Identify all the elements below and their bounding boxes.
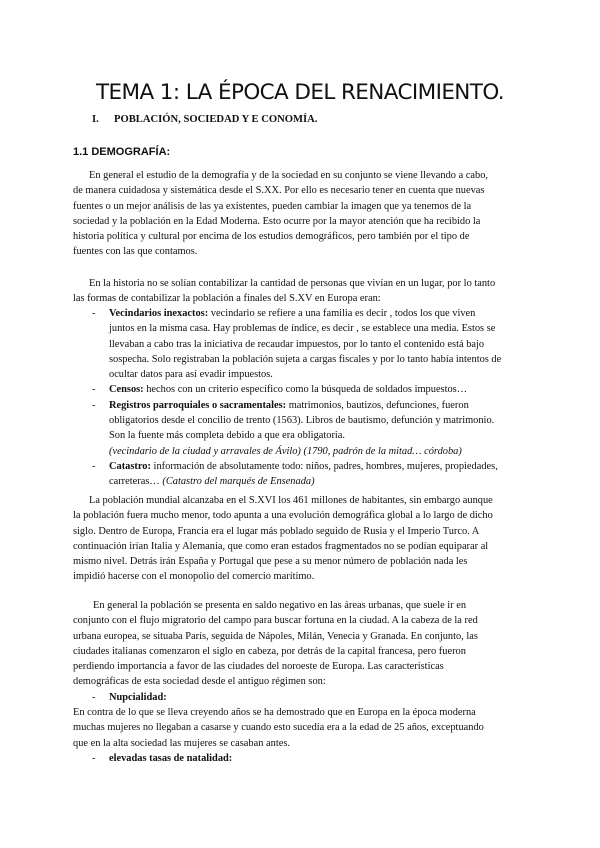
list-dash: - (92, 384, 96, 396)
item-label: Vecindarios inexactos: (109, 308, 209, 319)
text-line: fuentes o un mejor análisis de las ya existentes, pueden cambiar la imagen que ya tenemos de la (73, 200, 472, 212)
item-text: hechos con un criterio específico como la búsqueda de soldados impuestos… (143, 384, 468, 396)
text-line: muchas mujeres no llegaban a casarse y cuando esto sucedía era a la edad de 25 años, exceptuando (73, 722, 484, 734)
list-item (92, 690, 532, 705)
text-line: juntos en la misma casa. Hay problemas de índice, es decir , se establece una media. Estos se (109, 323, 496, 335)
text-line: siglo. Dentro de Europa, Francia era el lugar más poblado seguido de Rusia y el Imperio Turco. A (73, 525, 480, 537)
demography-list-continued (92, 751, 532, 766)
text-line: fuentes con las que contamos. (73, 246, 198, 258)
item-label: Censos: (109, 384, 144, 396)
text-line: En la historia no se solían contabilizar la cantidad de personas que vivían en un lugar, por lo tanto (89, 278, 496, 289)
text-line: demográficas de esta sociedad desde el antiguo régimen son: (73, 676, 326, 688)
text-line: La población mundial alcanzaba en el S.XVI los 461 millones de habitantes, sin embargo aunque (89, 495, 493, 506)
text-line: que en la alta sociedad las mujeres se casaban antes. (73, 737, 290, 749)
section-heading-text: POBLACIÓN, SOCIEDAD Y E CONOMÍA. (114, 114, 318, 125)
page-title: TEMA 1: LA ÉPOCA DEL RENACIMIENTO. (95, 80, 505, 105)
item-text: carreteras… (109, 476, 160, 488)
text-line: llevaban a cabo tras la iniciativa de recaudar impuestos, por lo tanto el contenido está bajo (109, 338, 485, 350)
text-line: Son la fuente más completa debido a que era obligatoria. (109, 430, 346, 442)
text-line: En general el estudio de la demografía y de la sociedad en su conjunto se viene llevando a cabo, (89, 170, 489, 181)
list-dash: - (92, 399, 96, 411)
paragraph-2 (73, 276, 531, 307)
text-line: urbana europea, se situaba París, seguida de Nápoles, Milán, Venecia y Granada. En conjunto, las (73, 630, 478, 642)
text-line: de manera cuidadosa y sistemática desde el S.XX. Por ello es necesario tener en cuenta que nuevas (73, 185, 485, 197)
text-line: ciudades italianas comenzaron el siglo en cabeza, por detrás de la capital francesa, pero fueron (73, 645, 466, 657)
text-line: ocultar datos para así evadir impuestos. (109, 369, 273, 381)
item-text: vecindario se refiere a una familia es decir , todos los que viven (208, 308, 476, 319)
list-item (92, 751, 532, 766)
list-item (92, 459, 532, 490)
item-label: Registros parroquiales o sacramentales: (109, 399, 287, 411)
section-number: I. (92, 114, 99, 125)
text-line: conjunto con el flujo migratorio del campo para buscar fortuna en la ciudad. A la cabeza de la red (73, 615, 478, 627)
list-item (92, 306, 532, 382)
item-label: elevadas tasas de natalidad: (109, 753, 233, 764)
list-dash: - (92, 308, 96, 319)
text-line: mismo nivel. Detrás irán España y Portugal que pese a su menor número de población nada les (73, 556, 468, 568)
item-text: información de absolutamente todo: niños, padres, hombres, mujeres, propiedades, (150, 460, 498, 472)
list-dash: - (92, 692, 96, 703)
text-line: historia política y cultural por encima de los estudios demográficos, pero también por el tipo de (73, 231, 470, 243)
list-item (92, 382, 532, 397)
text-line: En contra de lo que se lleva creyendo años se ha demostrado que en Europa en la época moderna (73, 707, 476, 718)
item-label: Nupcialidad: (109, 692, 167, 703)
text-line: impidió hacerse con el monopolio del comercio marítimo. (73, 571, 315, 583)
list-dash: - (92, 460, 96, 472)
text-line: obligatorios desde el concilio de trento (1563). Libros de bautismo, defunción y matrimonio. (109, 415, 495, 427)
text-line: la población fuera mucho menor, todo apunta a una evolución demográfica global a lo largo de dicho (73, 510, 493, 522)
sources-list (92, 306, 532, 490)
paragraph-5 (73, 705, 531, 751)
text-line: En general la población se presenta en saldo negativo en las áreas urbanas, que suele ir en (93, 600, 467, 611)
item-label: Catastro: (109, 460, 151, 472)
text-line: sociedad y la población en la Edad Moderna. Esto ocurre por la mayor atención que ha recibido la (73, 215, 481, 227)
subsection-heading: 1.1 DEMOGRAFÍA: (73, 146, 171, 158)
text-line: continuación irían Italia y Alemania, que como eran estados fragmentados no se podían equiparar al (73, 540, 489, 552)
list-item (92, 398, 532, 459)
example-reference: (vecindario de la ciudad y arravales de Ávilo) (1790, padrón de la mitad… córdoba) (109, 445, 462, 457)
paragraph-4 (73, 598, 531, 690)
item-text: matrimonios, bautizos, defunciones, fueron (286, 399, 469, 411)
demography-list (92, 690, 532, 705)
paragraph-3 (73, 493, 531, 585)
text-line: perdiendo importancia a favor de las ciudades del noroeste de Europa. Las características (73, 661, 444, 673)
paragraph-1 (73, 168, 531, 260)
example-reference: (Catastro del marqués de Ensenada) (159, 476, 315, 488)
text-line: las formas de contabilizar la población a finales del S.XV en Europa eran: (73, 293, 381, 305)
text-line: sospecha. Solo registraban la población sujeta a cargas fiscales y por lo tanto había intentos de (109, 353, 502, 365)
list-dash: - (92, 753, 96, 764)
section-heading (92, 114, 317, 125)
